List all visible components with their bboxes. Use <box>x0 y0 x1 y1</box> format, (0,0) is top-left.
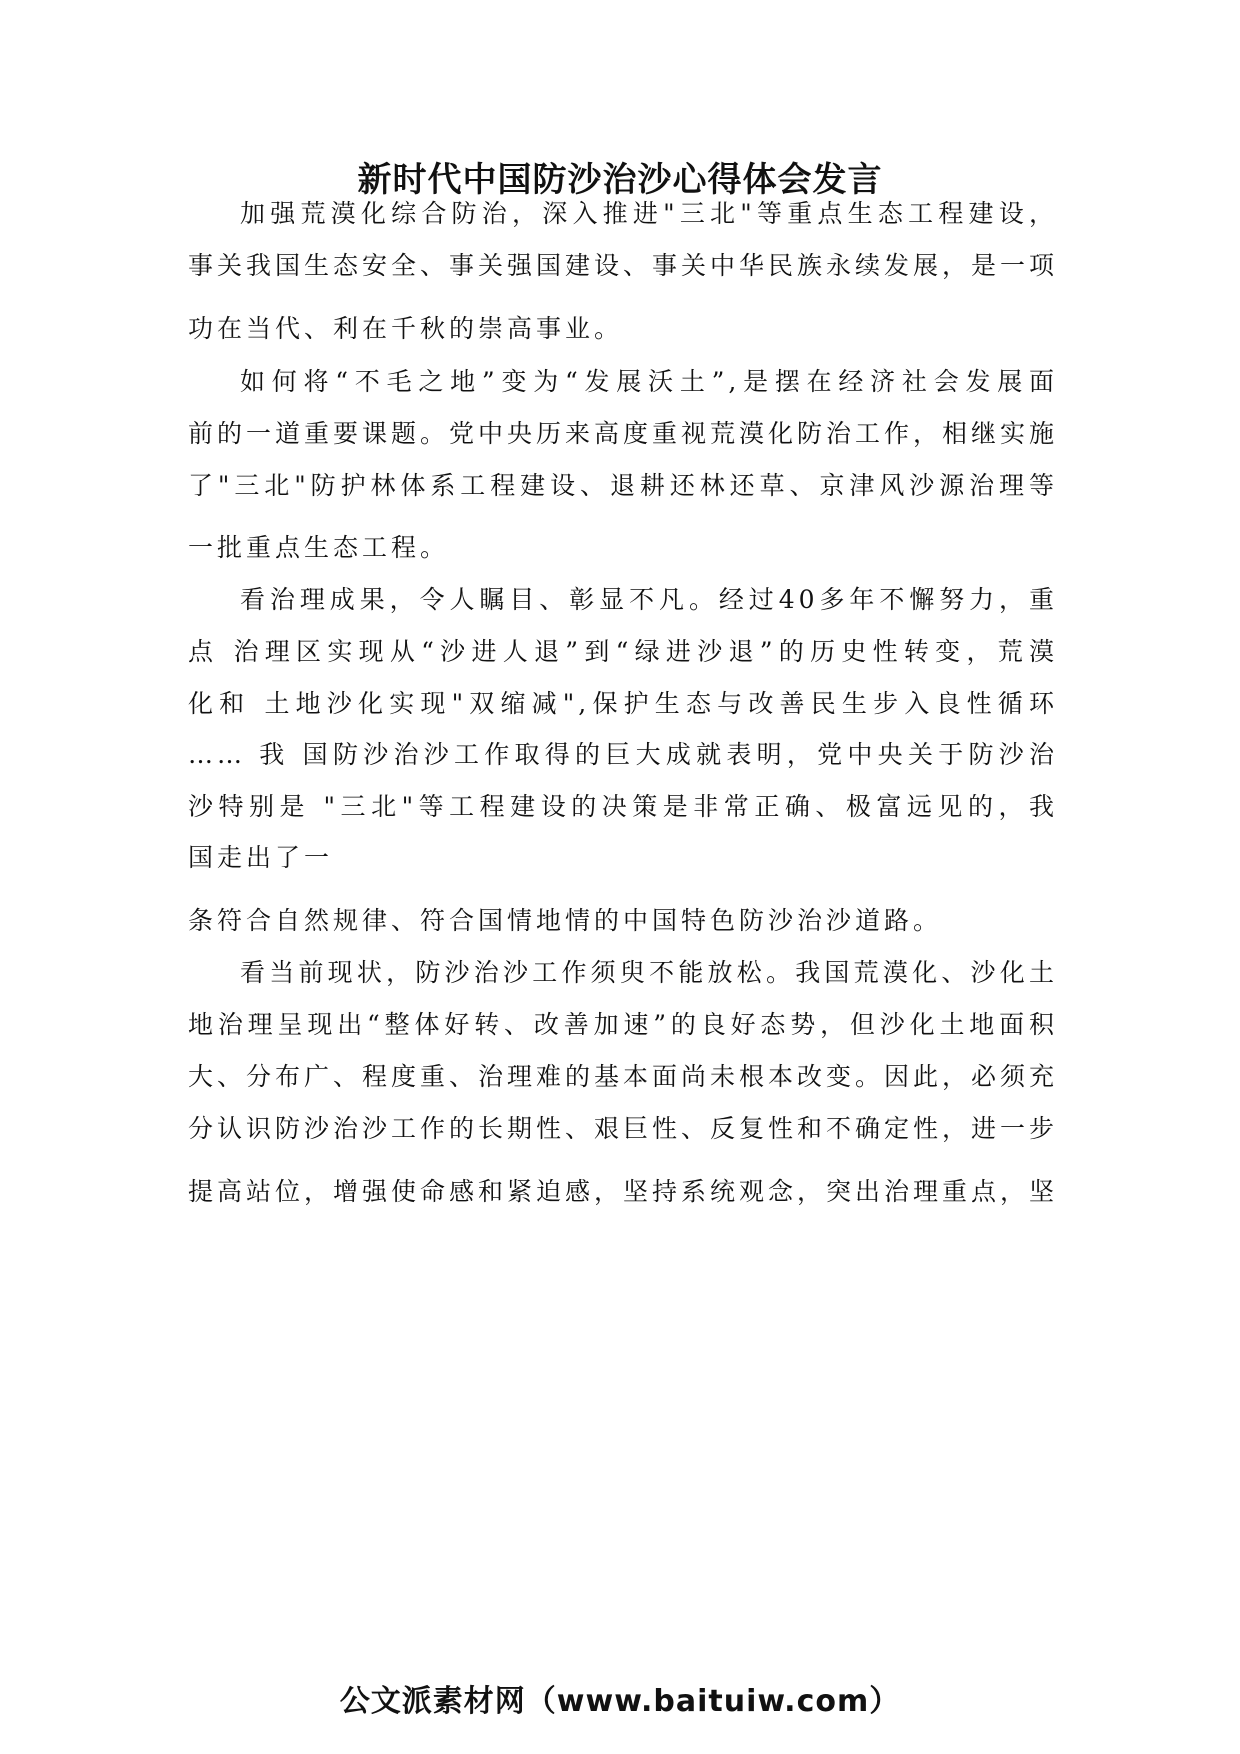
paragraph-line: …… 我 国防沙治沙工作取得的巨大成就表明，党中央关于防沙治 <box>188 740 1058 769</box>
paragraph-line: 看当前现状，防沙治沙工作须臾不能放松。我国荒漠化、沙化土 <box>240 958 1058 987</box>
paragraph-line: 地治理呈现出“整体好转、改善加速”的良好态势，但沙化土地面积 <box>188 1010 1058 1039</box>
paragraph-line: 化和 土地沙化实现"双缩减",保护生态与改善民生步入良性循环 <box>188 689 1058 718</box>
paragraph-line: 大、分布广、程度重、治理难的基本面尚未根本改变。因此，必须充 <box>188 1062 1058 1091</box>
footer-watermark: 公文派素材网（www.baituiw.com） <box>339 1684 901 1719</box>
paragraph-line: 加强荒漠化综合防治，深入推进"三北"等重点生态工程建设， <box>240 199 1058 228</box>
paragraph-line: 功在当代、利在千秋的崇高事业。 <box>188 314 624 343</box>
paragraph-line: 看治理成果，令人瞩目、彰显不凡。经过40多年不懈努力，重 <box>240 585 1058 614</box>
paragraph-line: 国走出了一 <box>188 843 334 872</box>
paragraph-line: 点 治理区实现从“沙进人退”到“绿进沙退”的历史性转变，荒漠 <box>188 637 1058 666</box>
paragraph-line: 前的一道重要课题。党中央历来高度重视荒漠化防治工作，相继实施 <box>188 419 1058 448</box>
paragraph-line: 了"三北"防护林体系工程建设、退耕还林还草、京津风沙源治理等 <box>188 471 1058 500</box>
paragraph-line: 事关我国生态安全、事关强国建设、事关中华民族永续发展，是一项 <box>188 251 1058 280</box>
paragraph-line: 提高站位，增强使命感和紧迫感，坚持系统观念，突出治理重点，坚 <box>188 1177 1058 1206</box>
paragraph-line: 一批重点生态工程。 <box>188 533 450 562</box>
paragraph-line: 分认识防沙治沙工作的长期性、艰巨性、反复性和不确定性，进一步 <box>188 1114 1058 1143</box>
paragraph-line: 沙特别是 "三北"等工程建设的决策是非常正确、极富远见的，我 <box>188 792 1058 821</box>
paragraph-line: 如何将“不毛之地”变为“发展沃土”,是摆在经济社会发展面 <box>240 367 1058 396</box>
paragraph-line: 条符合自然规律、符合国情地情的中国特色防沙治沙道路。 <box>188 906 943 935</box>
page-title: 新时代中国防沙治沙心得体会发言 <box>357 160 883 200</box>
